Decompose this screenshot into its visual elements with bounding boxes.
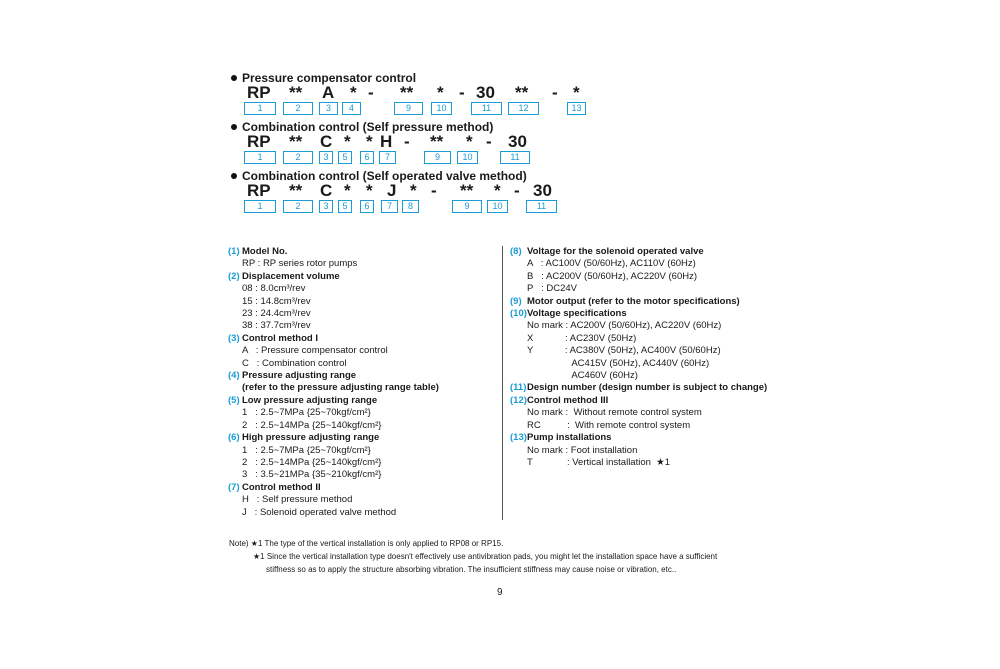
legend-option: T : Vertical installation ★1 <box>527 456 670 468</box>
legend-heading <box>228 271 439 283</box>
code-position-box: 10 <box>487 200 508 213</box>
legend-heading <box>228 482 439 494</box>
model-code-part: ** <box>289 181 303 200</box>
code-position-box: 2 <box>283 200 313 213</box>
model-code-part: * <box>366 181 373 200</box>
legend-heading <box>510 296 767 308</box>
legend-option: AC460V (60Hz) <box>527 370 638 382</box>
model-code-part: H <box>380 132 393 151</box>
model-code-part: ** <box>289 83 303 102</box>
legend-option: H : Self pressure method <box>242 494 353 506</box>
code-position-box: 2 <box>283 102 313 115</box>
model-code-part: RP <box>247 83 271 102</box>
legend-number: (5) <box>228 394 240 406</box>
legend-option: 3 : 3.5~21MPa {35~210kgf/cm²} <box>242 469 382 481</box>
legend-title: Control method I <box>242 332 318 344</box>
model-code-part: A <box>322 83 335 102</box>
legend-option: No mark : Foot installation <box>527 444 638 456</box>
model-code-part: * <box>466 132 473 151</box>
legend-option: 2 : 2.5~14MPa {25~140kgf/cm²} <box>242 456 382 468</box>
code-position-box: 11 <box>471 102 502 115</box>
code-position-box: 5 <box>338 151 352 164</box>
model-code-part: C <box>320 181 333 200</box>
model-code-part: - <box>514 181 520 200</box>
code-position-box: 12 <box>508 102 539 115</box>
legend-option: No mark : Without remote control system <box>527 407 702 419</box>
legend-number: (10) <box>510 308 527 320</box>
code-position-box: 9 <box>452 200 482 213</box>
legend-option: 1 : 2.5~7MPa {25~70kgf/cm²} <box>242 444 371 456</box>
code-position-box: 6 <box>360 200 374 213</box>
section-title: Combination control (Self operated valve method) <box>242 169 527 183</box>
model-code-part: 30 <box>508 132 527 151</box>
code-position-box: 7 <box>379 151 396 164</box>
legend-number: (2) <box>228 270 240 282</box>
model-code-part: * <box>573 83 580 102</box>
code-position-box: 1 <box>244 102 276 115</box>
code-position-box: 11 <box>526 200 557 213</box>
legend-heading <box>228 246 439 258</box>
legend-heading <box>510 382 767 394</box>
code-position-box: 7 <box>381 200 398 213</box>
note-prefix: Note) <box>229 539 249 548</box>
column-divider <box>502 246 503 520</box>
legend-number: (3) <box>228 332 240 344</box>
legend-option: AC415V (50Hz), AC440V (60Hz) <box>527 357 710 369</box>
code-position-box: 1 <box>244 200 276 213</box>
code-position-box: 2 <box>283 151 313 164</box>
legend-heading <box>228 395 439 407</box>
legend-title: Control method II <box>242 481 321 493</box>
legend-title: Pressure adjusting range <box>242 370 357 382</box>
legend-title: Pump installations <box>527 432 612 444</box>
legend-option: 38 : 37.7cm³/rev <box>242 320 311 332</box>
code-position-box: 10 <box>431 102 452 115</box>
model-code-part: * <box>437 83 444 102</box>
model-code-part: * <box>344 181 351 200</box>
bullet-icon <box>231 124 237 130</box>
code-position-box: 10 <box>457 151 478 164</box>
legend-title: Voltage for the solenoid operated valve <box>527 246 704 257</box>
legend-number: (13) <box>510 432 527 444</box>
model-code-part: ** <box>289 132 303 151</box>
legend-number: (6) <box>228 432 240 444</box>
model-code-part: RP <box>247 181 271 200</box>
legend-number: (9) <box>510 295 522 307</box>
model-code-part: - <box>486 132 492 151</box>
code-position-box: 9 <box>424 151 451 164</box>
legend-number: (12) <box>510 394 527 406</box>
legend-number: (4) <box>228 370 240 382</box>
code-position-box: 3 <box>319 151 333 164</box>
legend-option: C : Combination control <box>242 357 347 369</box>
model-code-part: * <box>410 181 417 200</box>
legend-option: B : AC200V (50/60Hz), AC220V (60Hz) <box>527 270 698 282</box>
model-code-part: * <box>344 132 351 151</box>
code-position-box: 5 <box>338 200 352 213</box>
code-position-box: 8 <box>402 200 419 213</box>
model-code-part: * <box>366 132 373 151</box>
legend-title: Model No. <box>242 246 288 257</box>
legend-number: (8) <box>510 246 522 257</box>
legend-heading <box>228 370 439 382</box>
model-code-part: J <box>387 181 397 200</box>
legend-option: 23 : 24.4cm³/rev <box>242 308 311 320</box>
legend-option: 15 : 14.8cm³/rev <box>242 295 311 307</box>
model-code-part: * <box>350 83 357 102</box>
legend-title: Low pressure adjusting range <box>242 394 378 406</box>
model-code-part: ** <box>515 83 529 102</box>
legend-heading <box>228 432 439 444</box>
section-title: Pressure compensator control <box>242 71 417 85</box>
model-code-part: ** <box>400 83 414 102</box>
legend-heading <box>510 395 767 407</box>
code-position-box: 13 <box>567 102 586 115</box>
model-code-part: ** <box>460 181 474 200</box>
legend-option: 1 : 2.5~7MPa {25~70kgf/cm²} <box>242 407 371 419</box>
legend-option: J : Solenoid operated valve method <box>242 506 397 518</box>
model-code-part: 30 <box>476 83 495 102</box>
code-position-box: 9 <box>394 102 423 115</box>
code-position-box: 3 <box>319 200 333 213</box>
legend-left-column <box>228 246 439 519</box>
legend-heading <box>510 308 767 320</box>
legend-option: RP : RP series rotor pumps <box>242 258 358 270</box>
section-title: Combination control (Self pressure method) <box>242 120 494 134</box>
model-code-part: C <box>320 132 333 151</box>
model-code-part: - <box>404 132 410 151</box>
code-position-box: 4 <box>342 102 361 115</box>
legend-option: RC : With remote control system <box>527 419 691 431</box>
model-code-part: 30 <box>533 181 552 200</box>
code-position-box: 6 <box>360 151 374 164</box>
page-number: 9 <box>497 587 503 598</box>
legend-option: 08 : 8.0cm³/rev <box>242 283 306 295</box>
model-code-part: * <box>494 181 501 200</box>
legend-title: Motor output (refer to the motor specifications) <box>527 295 740 307</box>
legend-number: (11) <box>510 382 527 394</box>
model-code-part: - <box>368 83 374 102</box>
note-2-text-a: ★1 Since the vertical installation type doesn't effectively use antivibration pads, you might let the installation space have a sufficient <box>253 552 718 561</box>
code-position-box: 3 <box>319 102 338 115</box>
legend-option: Y : AC380V (50Hz), AC400V (50/60Hz) <box>527 345 721 357</box>
legend-heading <box>228 333 439 345</box>
legend-title-cont: (refer to the pressure adjusting range table) <box>242 382 439 394</box>
legend-title: Design number (design number is subject to change) <box>527 382 768 394</box>
legend-option: X : AC230V (50Hz) <box>527 332 637 344</box>
legend-option: P : DC24V <box>527 283 577 295</box>
legend-heading <box>510 246 767 258</box>
model-code-part: ** <box>430 132 444 151</box>
legend-option: No mark : AC200V (50/60Hz), AC220V (60Hz) <box>527 320 722 332</box>
model-code-part: RP <box>247 132 271 151</box>
note-2-text-b: stiffness so as to apply the structure absorbing vibration. The insufficient stiffness may cause noise or vibration, etc.. <box>266 565 677 574</box>
legend-title: Control method III <box>527 394 609 406</box>
code-position-box: 1 <box>244 151 276 164</box>
note-line-1 <box>229 537 503 550</box>
note-1-text: ★1 The type of the vertical installation is only applied to RP08 or RP15. <box>250 539 504 548</box>
legend-right-column <box>510 246 767 469</box>
legend-number: (1) <box>228 246 240 257</box>
legend-option: A : AC100V (50/60Hz), AC110V (60Hz) <box>527 258 696 270</box>
legend-heading <box>510 432 767 444</box>
model-code-part: - <box>459 83 465 102</box>
legend-number: (7) <box>228 481 240 493</box>
legend-title: Voltage specifications <box>527 308 627 320</box>
code-position-box: 11 <box>500 151 530 164</box>
legend-title: Displacement volume <box>242 270 340 282</box>
legend-title: High pressure adjusting range <box>242 432 380 444</box>
bullet-icon <box>231 173 237 179</box>
bullet-icon <box>231 75 237 81</box>
legend-option: A : Pressure compensator control <box>242 345 388 357</box>
model-code-part: - <box>431 181 437 200</box>
legend-option: 2 : 2.5~14MPa {25~140kgf/cm²} <box>242 419 382 431</box>
model-code-part: - <box>552 83 558 102</box>
